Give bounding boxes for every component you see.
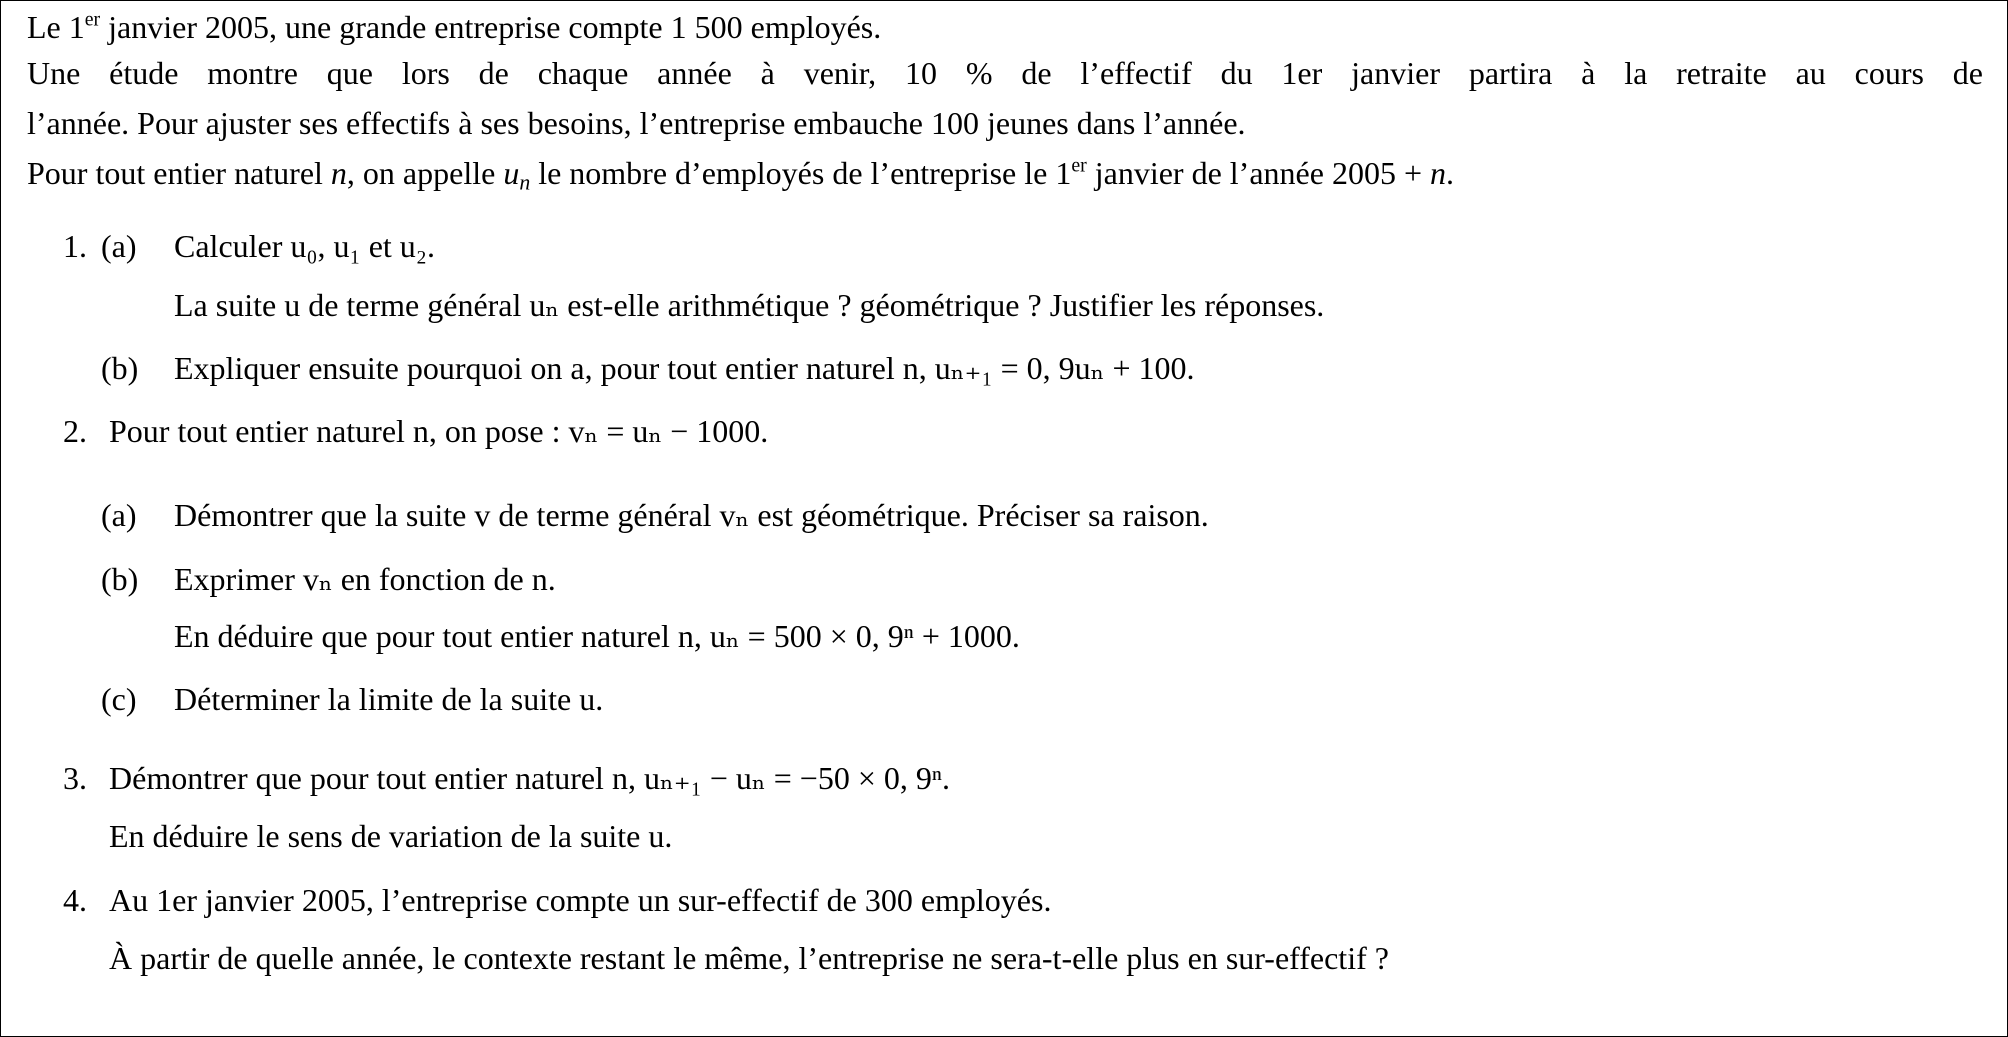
q1a-line-2: La suite u de terme général uₙ est-elle arithmétique ? géométrique ? Justifier les réponses.	[174, 287, 1325, 323]
q2b-line-1: Exprimer vₙ en fonction de n.	[174, 561, 556, 597]
q3-line-2: En déduire le sens de variation de la suite u.	[109, 818, 673, 854]
q3-number: 3.	[63, 760, 87, 796]
q1b-label: (b)	[101, 350, 139, 386]
q2-intro: Pour tout entier naturel n, on pose : vₙ = uₙ − 1000.	[109, 413, 769, 449]
intro-line-4: Pour tout entier naturel n, on appelle $u_n$ le nombre d’employés de l’entreprise le 1er janvier de l’année 2005 + n.	[27, 154, 1454, 195]
q2a-line-1: Démontrer que la suite v de terme général vₙ est géométrique. Préciser sa raison.	[174, 497, 1209, 533]
q3-line-1: Démontrer que pour tout entier naturel n, uₙ₊₁ − uₙ = −50 × 0, 9ⁿ.	[109, 760, 950, 796]
intro-line-3: l’année. Pour ajuster ses effectifs à ses besoins, l’entreprise embauche 100 jeunes dans l’année.	[27, 105, 1246, 141]
q2c-label: (c)	[101, 681, 137, 717]
q1-number: 1.	[63, 228, 87, 264]
q1b-line-1: Expliquer ensuite pourquoi on a, pour tout entier naturel n, uₙ₊₁ = 0, 9uₙ + 100.	[174, 350, 1195, 386]
q4-line-1: Au 1er janvier 2005, l’entreprise compte un sur-effectif de 300 employés.	[109, 882, 1052, 918]
q4-line-2: À partir de quelle année, le contexte restant le même, l’entreprise ne sera-t-elle plus en sur-effectif ?	[109, 940, 1389, 976]
q2b-label: (b)	[101, 561, 139, 597]
intro-line-2: Une étude montre que lors de chaque année à venir, 10 % de l’effectif du 1er janvier partira à la retraite au cours de	[27, 55, 1983, 91]
q2b-line-2: En déduire que pour tout entier naturel n, uₙ = 500 × 0, 9ⁿ + 1000.	[174, 618, 1020, 654]
q4-number: 4.	[63, 882, 87, 918]
intro-line-1: Le 1er janvier 2005, une grande entreprise compte 1 500 employés.	[27, 8, 882, 45]
q1a-line-1: Calculer u₀, u₁ et u₂.	[174, 228, 435, 264]
q1a-label: (a)	[101, 228, 137, 264]
q2c-line-1: Déterminer la limite de la suite u.	[174, 681, 604, 717]
q2-number: 2.	[63, 413, 87, 449]
q2a-label: (a)	[101, 497, 137, 533]
